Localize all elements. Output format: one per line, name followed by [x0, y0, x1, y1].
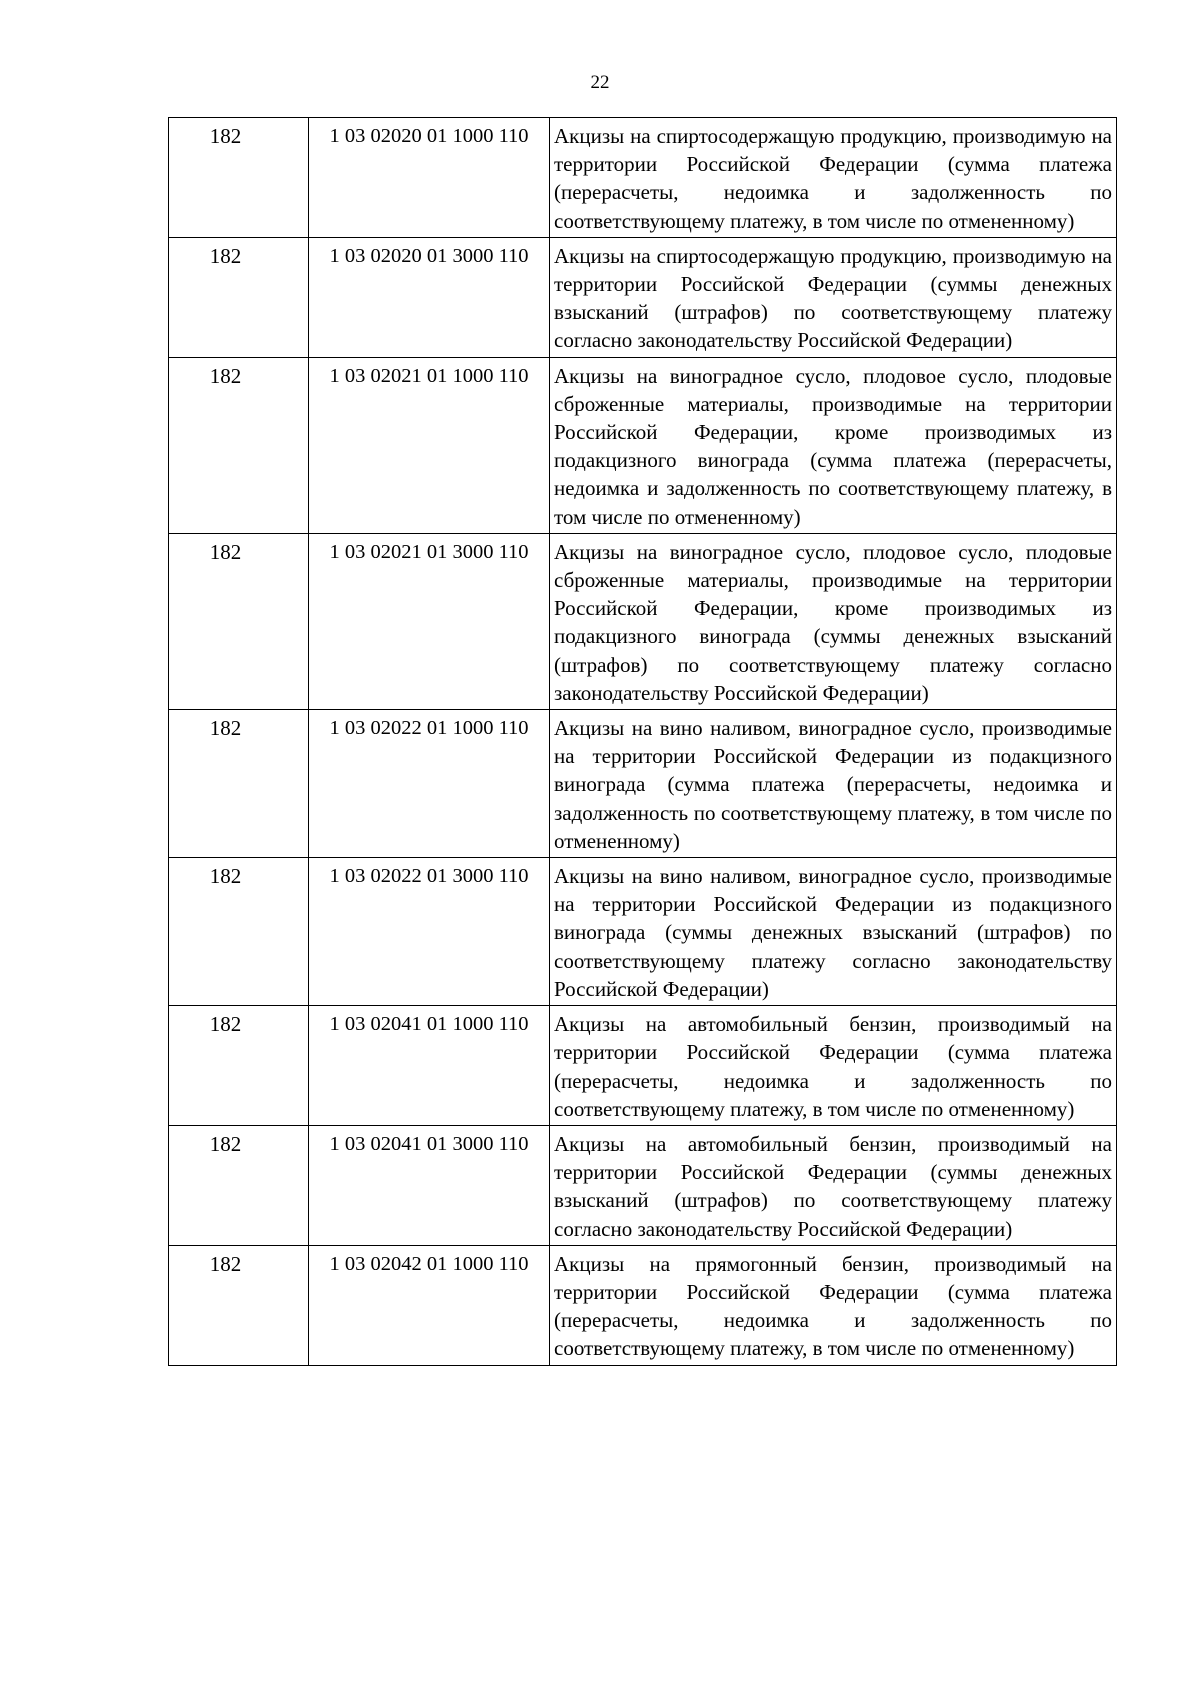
- table-body: [169, 118, 1117, 1366]
- revenue-name-cell: Акцизы на виноградное сусло, плодовое сусло, плодовые сброженные материалы, производимые на территории Российской Федерации, кроме производимых из подакцизного винограда (суммы денежных взысканий (штрафов) по соответствующему платежу согласно законодательству Российской Федерации): [550, 533, 1117, 709]
- budget-code-cell: 1 03 02021 01 3000 110: [309, 533, 550, 709]
- revenue-name-cell: Акцизы на прямогонный бензин, производимый на территории Российской Федерации (сумма платежа (перерасчеты, недоимка и задолженность по соответствующему платежу, в том числе по отмененному): [550, 1245, 1117, 1365]
- table-row: [169, 710, 1117, 858]
- budget-code-cell: 1 03 02020 01 1000 110: [309, 118, 550, 238]
- admin-code-cell: 182: [169, 357, 309, 533]
- revenue-name-cell: Акцизы на автомобильный бензин, производимый на территории Российской Федерации (суммы денежных взысканий (штрафов) по соответствующему платежу согласно законодательству Российской Федерации): [550, 1125, 1117, 1245]
- admin-code-cell: 182: [169, 237, 309, 357]
- revenue-name-cell: Акцизы на спиртосодержащую продукцию, производимую на территории Российской Федерации (сумма платежа (перерасчеты, недоимка и задолженность по соответствующему платежу, в том числе по отмененному): [550, 118, 1117, 238]
- page-number: 22: [590, 72, 610, 93]
- revenue-name-cell: Акцизы на виноградное сусло, плодовое сусло, плодовые сброженные материалы, производимые на территории Российской Федерации, кроме производимых из подакцизного винограда (сумма платежа (перерасчеты, недоимка и задолженность по соответствующему платежу, в том числе по отмененному): [550, 357, 1117, 533]
- admin-code-cell: 182: [169, 118, 309, 238]
- budget-code-cell: 1 03 02041 01 1000 110: [309, 1006, 550, 1126]
- revenue-code-table: [168, 117, 1117, 1366]
- table-row: [169, 1125, 1117, 1245]
- admin-code-cell: 182: [169, 710, 309, 858]
- budget-code-cell: 1 03 02022 01 1000 110: [309, 710, 550, 858]
- admin-code-cell: 182: [169, 1125, 309, 1245]
- revenue-name-cell: Акцизы на спиртосодержащую продукцию, производимую на территории Российской Федерации (суммы денежных взысканий (штрафов) по соответствующему платежу согласно законодательству Российской Федерации): [550, 237, 1117, 357]
- budget-code-cell: 1 03 02020 01 3000 110: [309, 237, 550, 357]
- admin-code-cell: 182: [169, 858, 309, 1006]
- budget-code-cell: 1 03 02041 01 3000 110: [309, 1125, 550, 1245]
- budget-code-cell: 1 03 02042 01 1000 110: [309, 1245, 550, 1365]
- budget-code-cell: 1 03 02021 01 1000 110: [309, 357, 550, 533]
- table-row: [169, 533, 1117, 709]
- budget-code-cell: 1 03 02022 01 3000 110: [309, 858, 550, 1006]
- table-row: [169, 1245, 1117, 1365]
- admin-code-cell: 182: [169, 1245, 309, 1365]
- table-row: [169, 858, 1117, 1006]
- revenue-name-cell: Акцизы на автомобильный бензин, производимый на территории Российской Федерации (сумма платежа (перерасчеты, недоимка и задолженность по соответствующему платежу, в том числе по отмененному): [550, 1006, 1117, 1126]
- admin-code-cell: 182: [169, 533, 309, 709]
- revenue-name-cell: Акцизы на вино наливом, виноградное сусло, производимые на территории Российской Федерации из подакцизного винограда (сумма платежа (перерасчеты, недоимка и задолженность по соответствующему платежу, в том числе по отмененному): [550, 710, 1117, 858]
- table-row: [169, 357, 1117, 533]
- revenue-name-cell: Акцизы на вино наливом, виноградное сусло, производимые на территории Российской Федерации из подакцизного винограда (суммы денежных взысканий (штрафов) по соответствующему платежу согласно законодательству Российской Федерации): [550, 858, 1117, 1006]
- table-row: [169, 237, 1117, 357]
- table-row: [169, 1006, 1117, 1126]
- table-row: [169, 118, 1117, 238]
- admin-code-cell: 182: [169, 1006, 309, 1126]
